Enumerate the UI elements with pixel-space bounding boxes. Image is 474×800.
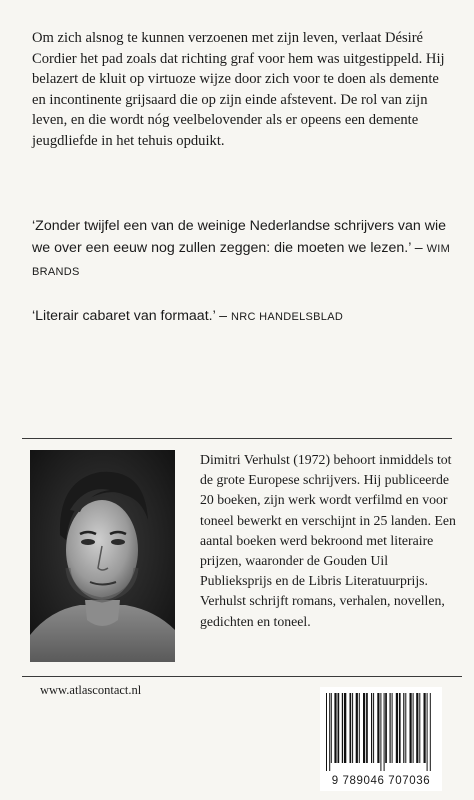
barcode-bars bbox=[320, 687, 442, 773]
divider-top bbox=[22, 438, 452, 439]
barcode-guard-bar bbox=[384, 693, 385, 771]
publisher-website[interactable]: www.atlascontact.nl bbox=[40, 683, 142, 697]
review-quote-1-text: ‘Zonder twijfel een van de weinige Nederlandse schrijvers van wie we over een eeuw nog zullen zeggen: die moeten we lezen.’ bbox=[32, 218, 447, 256]
barcode-bar bbox=[413, 693, 414, 763]
review-quote-2 bbox=[32, 305, 452, 328]
review-quote-1 bbox=[32, 215, 452, 283]
barcode-bar bbox=[342, 693, 343, 763]
barcode-bar bbox=[359, 693, 360, 763]
barcode-guard-bar bbox=[326, 693, 327, 771]
barcode-bar bbox=[344, 693, 346, 763]
barcode-bar bbox=[392, 693, 393, 763]
author-portrait-photo bbox=[30, 450, 175, 662]
isbn-barcode bbox=[320, 687, 442, 791]
barcode-bar bbox=[373, 693, 374, 763]
barcode-guard-bar bbox=[329, 693, 330, 771]
barcode-bar bbox=[363, 693, 365, 763]
review-quote-1-dash: – bbox=[410, 240, 427, 256]
barcode-bar bbox=[371, 693, 372, 763]
author-bio: Dimitri Verhulst (1972) behoort inmiddels tot de grote Europese schrijvers. Hij publiceerde 20 boeken, zijn werk wordt verfilmd en voor toneel bewerkt en verschijnt in 25 landen. Een aantal boeken werd bekroond met literaire prijzen, waaronder de Gouden Uil Publieksprijs en de Libris Literatuurprijs. Verhulst schrijft romans, verhalen, novellen, gedichten en toneel. bbox=[200, 452, 456, 629]
review-quote-2-source: NRC HANDELSBLAD bbox=[231, 311, 344, 323]
isbn-number: 9 789046 707036 bbox=[331, 775, 431, 787]
barcode-bar bbox=[399, 693, 401, 763]
barcode-bar bbox=[366, 693, 368, 763]
barcode-bar bbox=[350, 693, 352, 763]
barcode-bar bbox=[356, 693, 358, 763]
barcode-guard-bar bbox=[427, 693, 428, 771]
back-cover-blurb: Om zich alsnog te kunnen verzoenen met zijn leven, verlaat Désiré Cordier het pad zoals dat richting graf voor hem was uitgestippeld. Hij belazert de kluit op virtuoze wijze door zich voor te doen als demente en incontinente grijsaard die op zijn einde afstevent. De rol van zijn leven, en die wordt nóg veelbelovender als er opeens een demente jeugdliefde in het tehuis opduikt. bbox=[32, 30, 445, 149]
barcode-bar bbox=[405, 693, 406, 763]
barcode-bar bbox=[352, 693, 353, 763]
review-quote-2-dash: – bbox=[215, 308, 231, 324]
barcode-bar bbox=[410, 693, 412, 763]
barcode-bar bbox=[390, 693, 391, 763]
barcode-bar bbox=[416, 693, 418, 763]
barcode-bar bbox=[385, 693, 387, 763]
barcode-bar bbox=[334, 693, 336, 763]
barcode-guard-bar bbox=[380, 693, 381, 771]
review-quote-1-source: WIM BRANDS bbox=[32, 243, 451, 278]
barcode-bar bbox=[419, 693, 420, 763]
barcode-bar bbox=[377, 693, 379, 763]
barcode-bar bbox=[424, 693, 426, 763]
barcode-bar bbox=[396, 693, 398, 763]
review-quote-2-text: ‘Literair cabaret van formaat.’ bbox=[32, 308, 216, 324]
barcode-guard-bar bbox=[430, 693, 431, 771]
barcode-bar bbox=[403, 693, 404, 763]
barcode-bar bbox=[338, 693, 340, 763]
divider-bottom bbox=[22, 676, 462, 677]
barcode-bar bbox=[331, 693, 332, 763]
